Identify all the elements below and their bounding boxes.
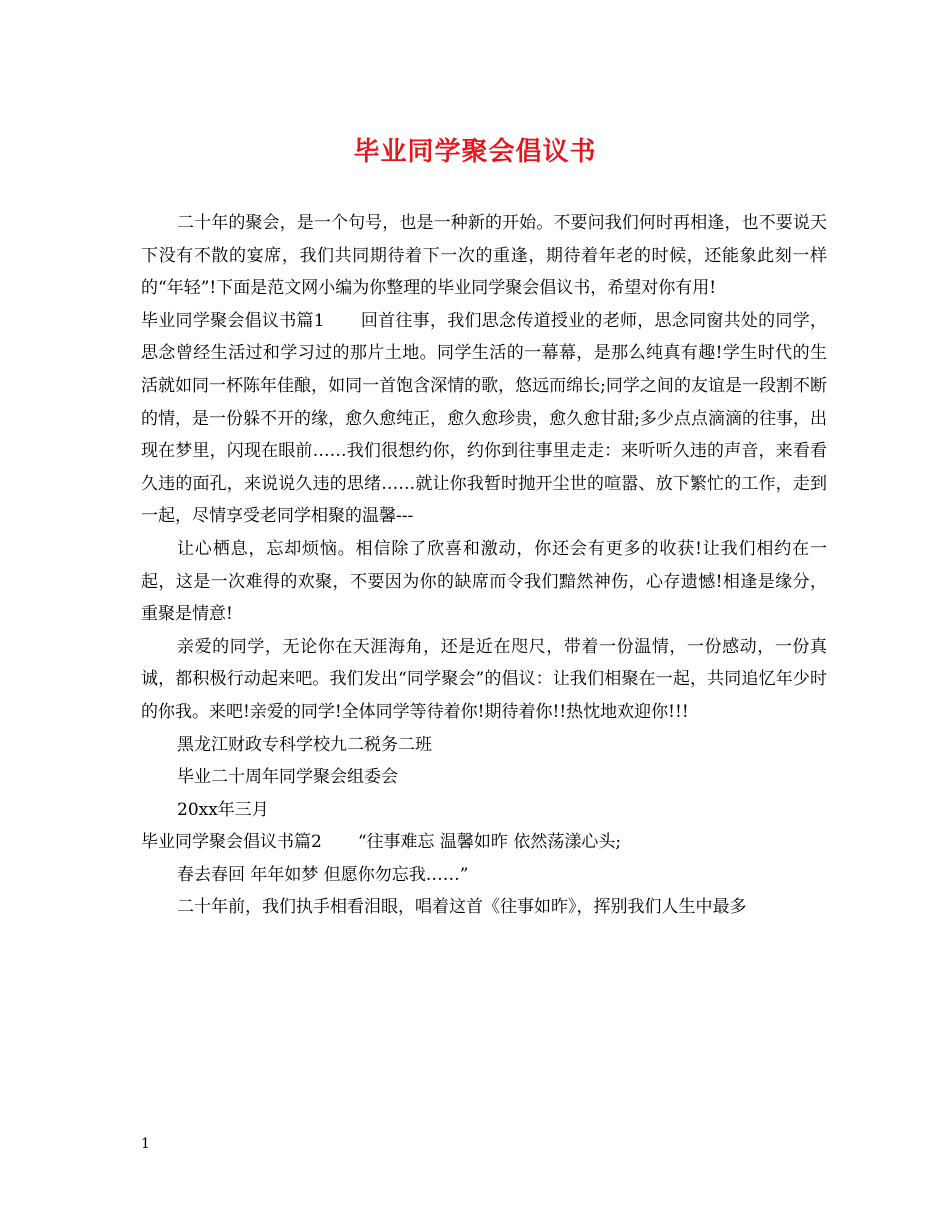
- section-1-text: 回首往事，我们思念传道授业的老师，思念同窗共处的同学，思念曾经生活过和学习过的那片土地。同学生活的一幕幕，是那么纯真有趣!学生时代的生活就如同一杯陈年佳酿，如同一首饱含深情的歌，悠远而绵长;同学之间的友谊是一段割不断的情，是一份躲不开的缘，愈久愈纯正，愈久愈珍贵，愈久愈甘甜;多少点点滴滴的往事，出现在梦里，闪现在眼前……我们很想约你，约你到往事里走走：来听听久违的声音，来看看久违的面孔，来说说久违的思绪……就让你我暂时抛开尘世的喧嚣、放下繁忙的工作，走到一起，尽情享受老同学相聚的温馨---: [141, 310, 827, 527]
- page-number: 1: [141, 1136, 150, 1152]
- section-2-line-1: “往事难忘 温馨如昨 依然荡漾心头;: [357, 832, 622, 853]
- section-1-paragraph: [141, 305, 827, 533]
- section-2-line-2: 春去春回 年年如梦 但愿你勿忘我……”: [177, 864, 469, 885]
- document-title: 毕业同学聚会倡议书: [353, 137, 597, 167]
- signature-school: 黑龙江财政专科学校九二税务二班: [177, 734, 432, 755]
- section-2-paragraph: [141, 826, 827, 859]
- document-body: [141, 207, 827, 924]
- section-1-heading: 毕业同学聚会倡议书篇1: [141, 310, 325, 331]
- signature-date: 20xx年三月: [177, 799, 269, 820]
- section-2-heading: 毕业同学聚会倡议书篇2: [141, 832, 322, 853]
- section-2-text: 二十年前，我们执手相看泪眼，唱着这首《往事如昨》，挥别我们人生中最多: [177, 897, 747, 918]
- paragraph-2: 让心栖息，忘却烦恼。相信除了欣喜和激动，你还会有更多的收获!让我们相约在一起，这是一次难得的欢聚，不要因为你的缺席而令我们黯然神伤，心存遗憾!相逢是缘分，重聚是情意!: [141, 538, 827, 625]
- intro-paragraph: 二十年的聚会，是一个句号，也是一种新的开始。不要问我们何时再相逢，也不要说天下没有不散的宴席，我们共同期待着下一次的重逢，期待着年老的时候，还能象此刻一样的“年轻”!下面是范文网小编为你整理的毕业同学聚会倡议书，希望对你有用!: [141, 213, 827, 299]
- paragraph-3: 亲爱的同学，无论你在天涯海角，还是近在咫尺，带着一份温情，一份感动，一份真诚，都积极行动起来吧。我们发出“同学聚会”的倡议：让我们相聚在一起，共同追忆年少时的你我。来吧!亲爱的同学!全体同学等待着你!期待着你!!热忱地欢迎你!!!: [141, 636, 827, 722]
- signature-committee: 毕业二十周年同学聚会组委会: [177, 767, 398, 788]
